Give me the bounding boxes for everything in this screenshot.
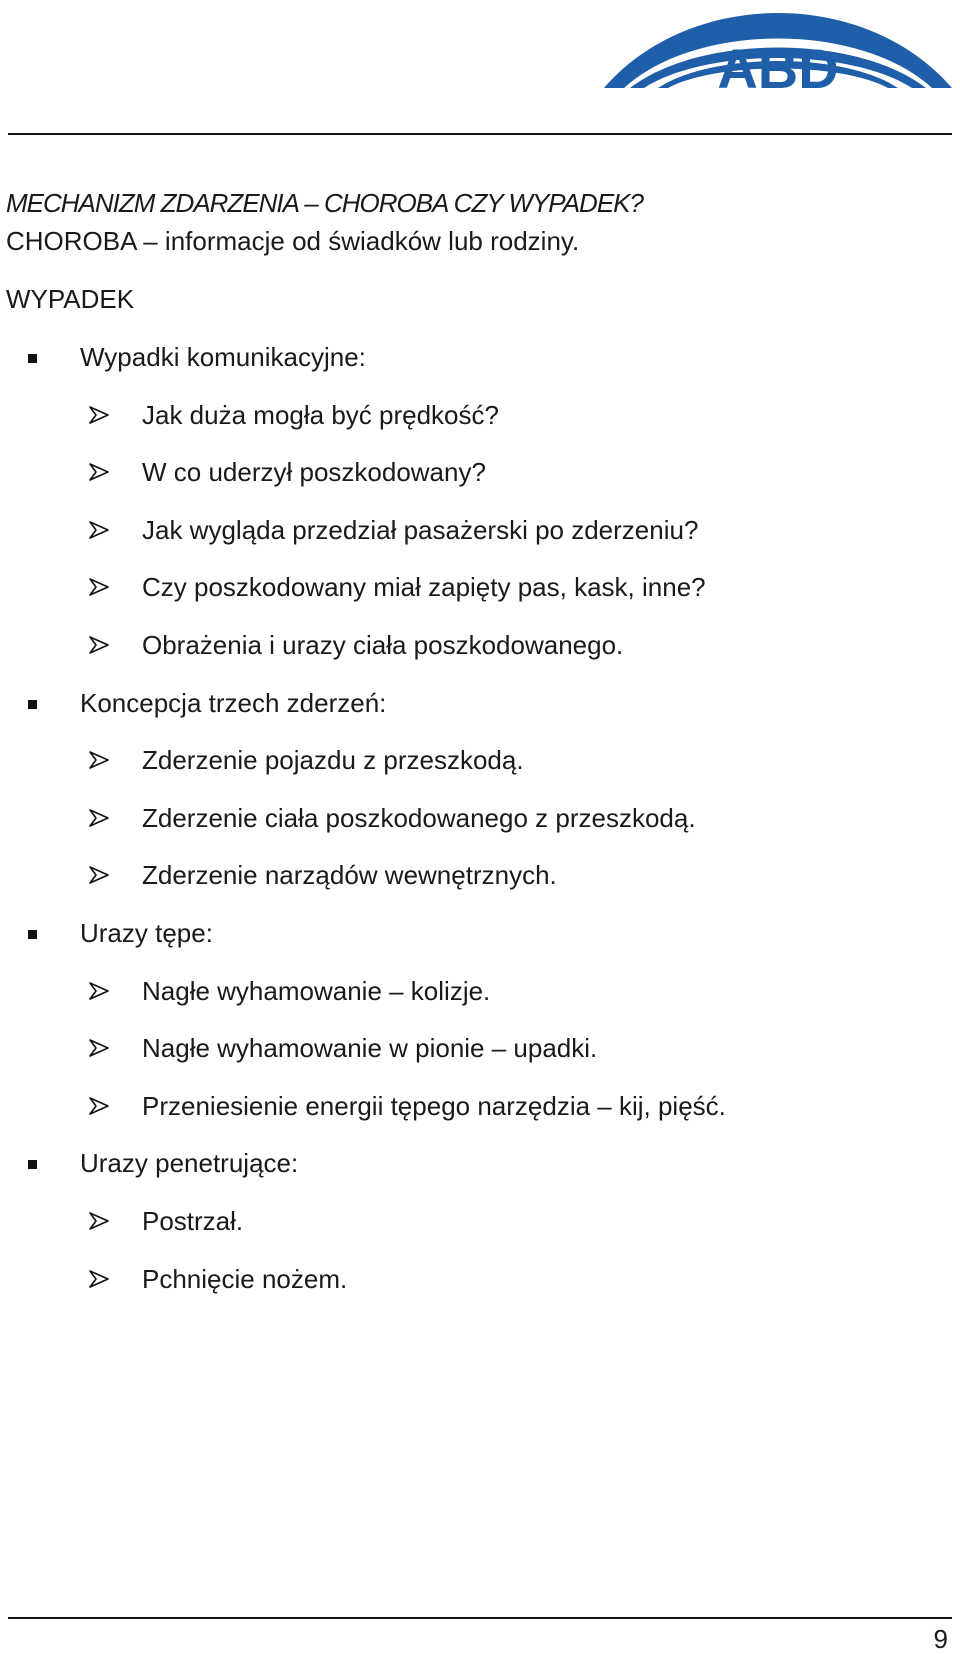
list-item-text: Jak duża mogła być prędkość? [142, 400, 499, 430]
list-item-text: Pchnięcie nożem. [142, 1264, 348, 1294]
list-item-text: Zderzenie pojazdu z przeszkodą. [142, 745, 524, 775]
arrowhead-bullet-icon [88, 1037, 110, 1059]
abd-logo [600, 8, 956, 96]
list-item-text: Zderzenie narządów wewnętrznych. [142, 860, 557, 890]
list-item-text: W co uderzył poszkodowany? [142, 457, 486, 487]
square-bullet-icon [28, 1160, 37, 1169]
arrowhead-bullet-icon [88, 461, 110, 483]
intro-text: CHOROBA – informacje od świadków lub rodziny. [6, 226, 580, 256]
list-item-text: Czy poszkodowany miał zapięty pas, kask, inne? [142, 572, 706, 602]
arrowhead-bullet-icon [88, 1095, 110, 1117]
arrowhead-bullet-icon [88, 1210, 110, 1232]
arrowhead-bullet-icon [88, 634, 110, 656]
square-bullet-icon [28, 700, 37, 709]
square-bullet-icon [28, 930, 37, 939]
arrowhead-bullet-icon [88, 980, 110, 1002]
list-item-text: Jak wygląda przedział pasażerski po zderzeniu? [142, 515, 699, 545]
square-bullet-icon [28, 354, 37, 363]
arrowhead-bullet-icon [88, 807, 110, 829]
section-heading: WYPADEK [6, 284, 135, 314]
document-title: MECHANIZM ZDARZENIA – CHOROBA CZY WYPADEK? [6, 188, 643, 218]
arrowhead-bullet-icon [88, 576, 110, 598]
list-item-text: Urazy tępe: [80, 918, 213, 948]
page-number: 9 [933, 1624, 948, 1654]
list-item-text: Nagłe wyhamowanie – kolizje. [142, 976, 491, 1006]
list-item-text: Koncepcja trzech zderzeń: [80, 688, 387, 718]
footer-rule [8, 1617, 952, 1619]
list-item-text: Przeniesienie energii tępego narzędzia – kij, pięść. [142, 1091, 726, 1121]
logo-text: ABD [717, 37, 839, 96]
arrowhead-bullet-icon [88, 1268, 110, 1290]
arrowhead-bullet-icon [88, 404, 110, 426]
arrowhead-bullet-icon [88, 749, 110, 771]
arrowhead-bullet-icon [88, 519, 110, 541]
list-item-text: Wypadki komunikacyjne: [80, 342, 366, 372]
list-item-text: Zderzenie ciała poszkodowanego z przeszkodą. [142, 803, 696, 833]
list-item-text: Obrażenia i urazy ciała poszkodowanego. [142, 630, 624, 660]
list-item-text: Postrzał. [142, 1206, 244, 1236]
list-item-text: Urazy penetrujące: [80, 1148, 299, 1178]
header-rule [8, 133, 952, 135]
arrowhead-bullet-icon [88, 864, 110, 886]
list-item-text: Nagłe wyhamowanie w pionie – upadki. [142, 1033, 598, 1063]
